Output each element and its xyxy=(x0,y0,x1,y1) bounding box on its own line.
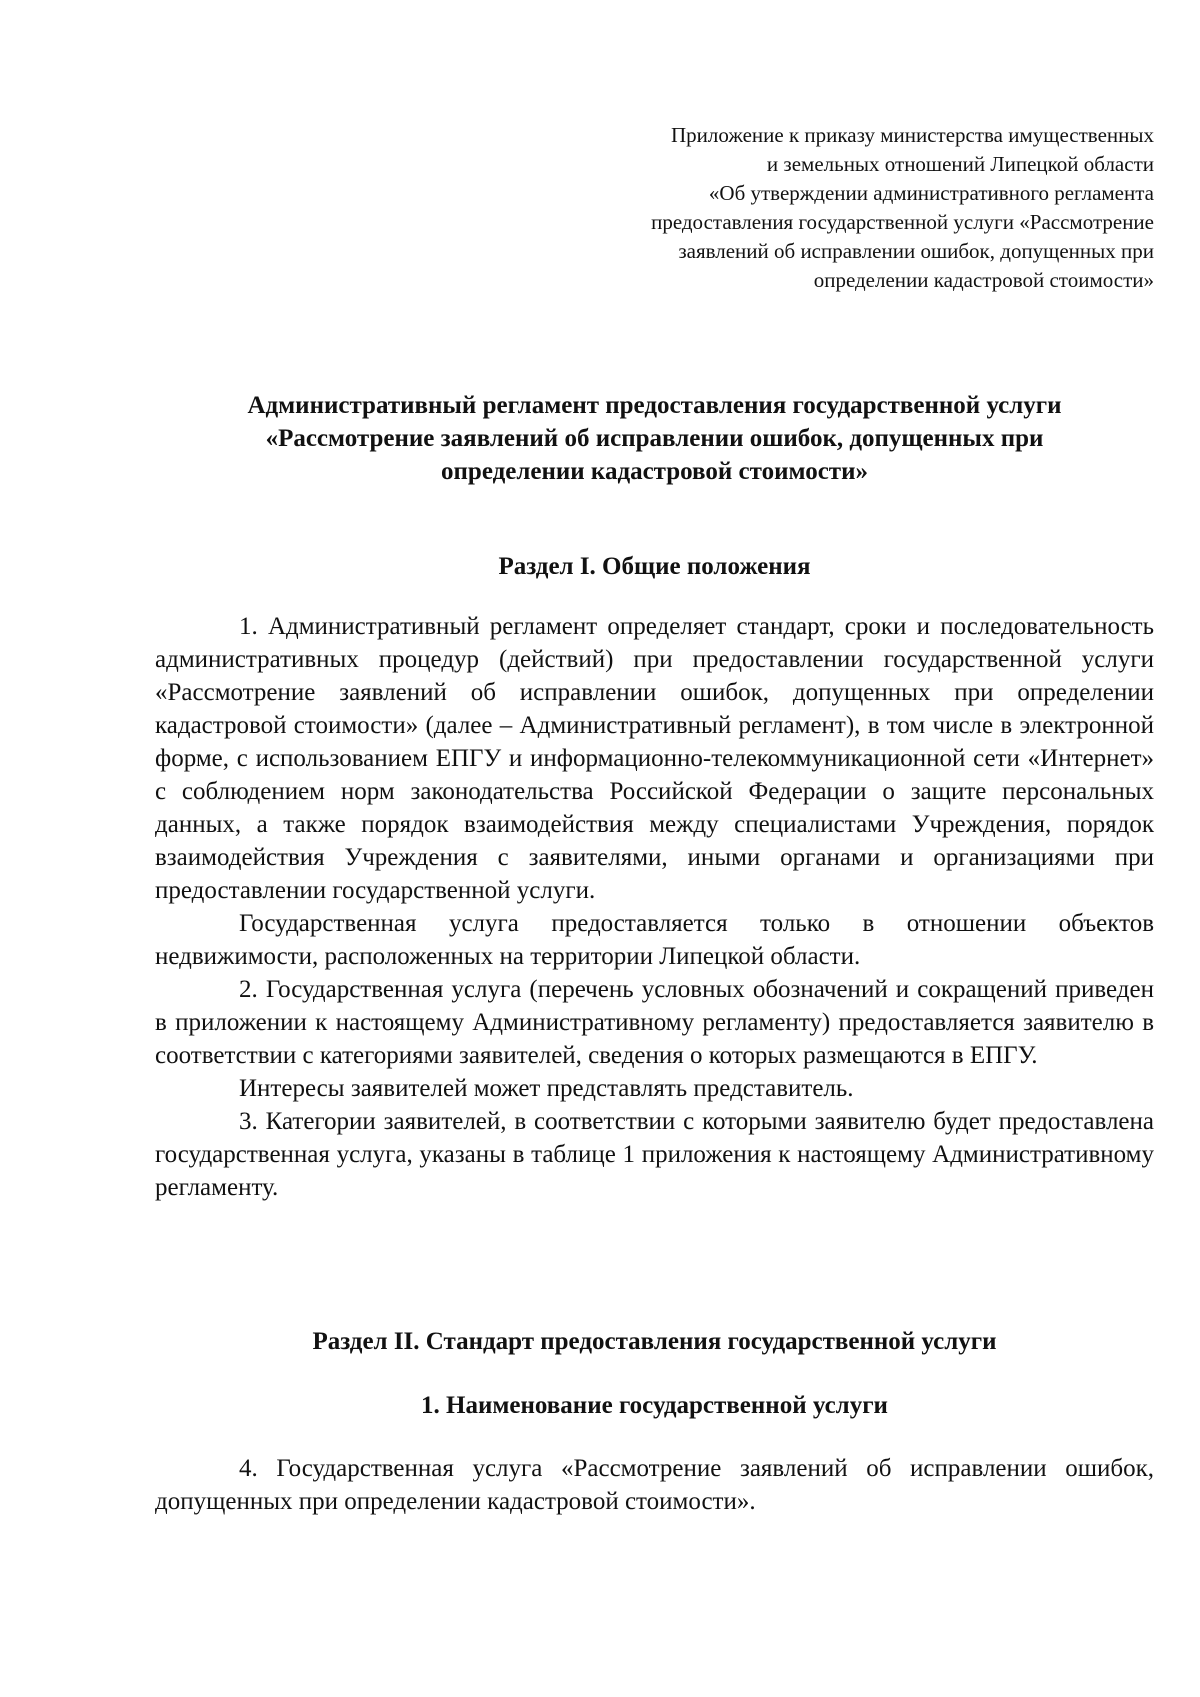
paragraph: 1. Административный регламент определяет стандарт, сроки и последовательность административных процедур (действий) при предоставлении государственной услуги «Рассмотрение заявлений об исправлении ошибок, допущенных при определении кадастровой стоимости» (далее – Административный регламент), в том числе в электронной форме, с использованием ЕПГУ и информационно-телекоммуникационной сети «Интернет» с соблюдением норм законодательства Российской Федерации о защите персональных данных, а также порядок взаимодействия между специалистами Учреждения, порядок взаимодействия Учреждения с заявителями, иными органами и организациями при предоставлении государственной услуги. xyxy=(155,613,1154,904)
appendix-line: определении кадастровой стоимости» xyxy=(813,268,1154,292)
document-title xyxy=(155,389,1154,488)
appendix-line: и земельных отношений Липецкой области xyxy=(766,152,1154,176)
paragraph: Интересы заявителей может представлять представитель. xyxy=(239,1075,854,1102)
title-line: определении кадастровой стоимости» xyxy=(441,458,868,485)
paragraph: 3. Категории заявителей, в соответствии с которыми заявителю будет предоставлена государственная услуга, указаны в таблице 1 приложения к настоящему Административному регламенту. xyxy=(155,1108,1154,1201)
subsection-1-heading: 1. Наименование государственной услуги xyxy=(421,1392,888,1419)
paragraph: Государственная услуга предоставляется только в отношении объектов недвижимости, расположенных на территории Липецкой области. xyxy=(155,910,1154,970)
appendix-line: предоставления государственной услуги «Рассмотрение xyxy=(651,210,1154,234)
section-1-body xyxy=(155,610,1154,1204)
title-line: «Рассмотрение заявлений об исправлении ошибок, допущенных при xyxy=(265,425,1044,452)
appendix-line: Приложение к приказу министерства имущественных xyxy=(671,123,1154,147)
appendix-line: «Об утверждении административного регламента xyxy=(708,181,1154,205)
title-line: Административный регламент предоставления государственной услуги xyxy=(247,392,1062,419)
appendix-line: заявлений об исправлении ошибок, допущенных при xyxy=(678,239,1154,263)
section-1-heading: Раздел I. Общие положения xyxy=(498,553,811,580)
section-2-heading: Раздел II. Стандарт предоставления государственной услуги xyxy=(312,1328,997,1355)
section-2-body xyxy=(155,1452,1154,1518)
paragraph: 4. Государственная услуга «Рассмотрение заявлений об исправлении ошибок, допущенных при определении кадастровой стоимости». xyxy=(155,1455,1154,1515)
paragraph: 2. Государственная услуга (перечень условных обозначений и сокращений приведен в приложении к настоящему Административному регламенту) предоставляется заявителю в соответствии с категориями заявителей, сведения о которых размещаются в ЕПГУ. xyxy=(155,976,1154,1069)
appendix-note xyxy=(594,121,1154,295)
